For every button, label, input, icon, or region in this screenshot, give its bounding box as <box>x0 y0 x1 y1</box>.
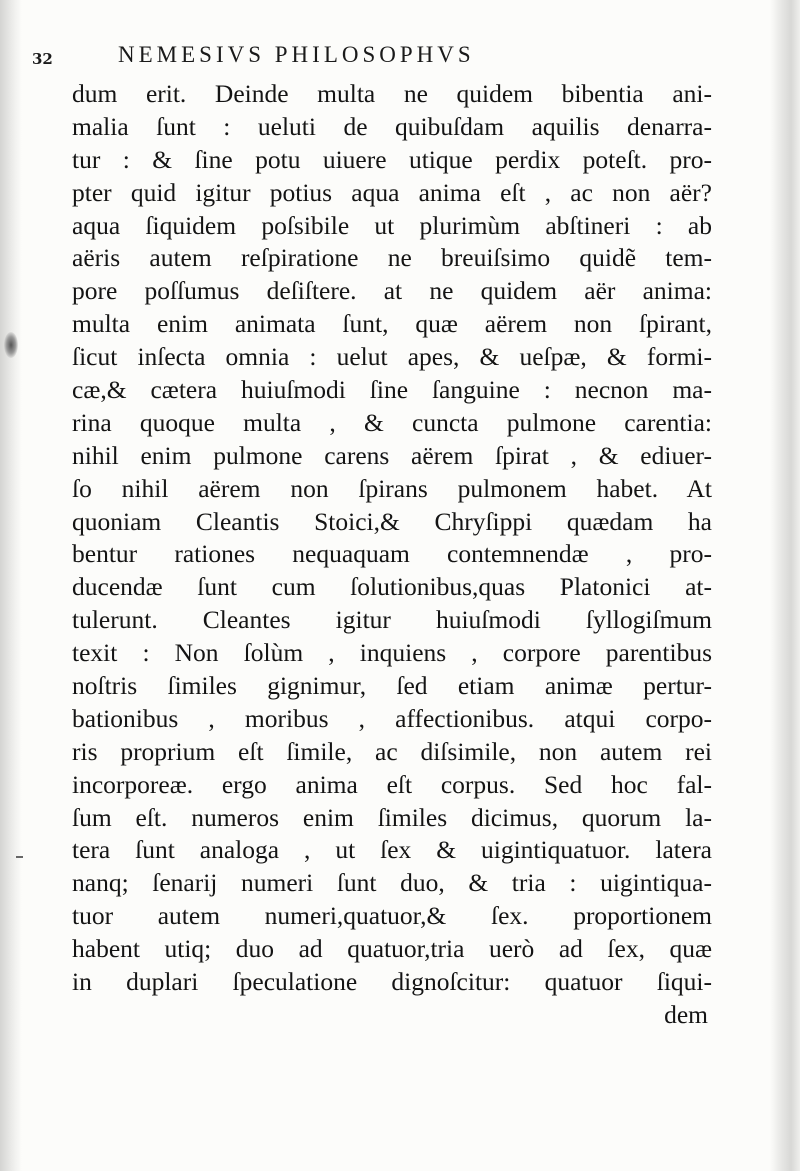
ink-blot-mark <box>4 332 18 358</box>
catchword: dem <box>664 999 708 1029</box>
text-line: habent utiq; duo ad quatuor,tria uerò ad ſex, quæ <box>72 934 712 964</box>
text-line: cæ,& cætera huiuſmodi ſine ſanguine : necnon ma- <box>72 375 712 405</box>
page-number: 32 <box>32 50 53 68</box>
text-line: ducendæ ſunt cum ſolutionibus,quas Platonici at- <box>72 572 712 602</box>
text-line: tera ſunt analoga , ut ſex & uigintiquatuor. latera <box>72 835 712 865</box>
margin-dash-mark <box>16 856 23 858</box>
text-line: nanq; ſenarij numeri ſunt duo, & tria : uigintiqua- <box>72 868 712 898</box>
text-line: bentur rationes nequaquam contemnendæ , pro- <box>72 539 712 569</box>
text-line: ſo nihil aërem non ſpirans pulmonem habet. At <box>72 473 712 503</box>
text-line: quoniam Cleantis Stoici,& Chryſippi quædam ha <box>72 506 712 536</box>
text-line: pore poſſumus deſiſtere. at ne quidem aër anima: <box>72 276 712 306</box>
text-line: tuor autem numeri,quatuor,& ſex. proportionem <box>72 901 712 931</box>
text-line: incorporeæ. ergo anima eſt corpus. Sed hoc fal- <box>72 769 712 799</box>
text-line: ſum eſt. numeros enim ſimiles dicimus, quorum la- <box>72 802 712 832</box>
text-line: rina quoque multa , & cuncta pulmone carentia: <box>72 407 712 437</box>
text-line: bationibus , moribus , affectionibus. atqui corpo- <box>72 703 712 733</box>
body-text <box>72 78 712 1032</box>
running-head: NEMESIVS PHILOSOPHVS <box>118 42 475 67</box>
text-line: multa enim animata ſunt, quæ aërem non ſpirant, <box>72 309 712 339</box>
text-line: nihil enim pulmone carens aërem ſpirat , & ediuer- <box>72 440 712 470</box>
text-line: malia ſunt : ueluti de quibuſdam aquilis denarra- <box>72 111 712 141</box>
text-line: tur : & ſine potu uiuere utique perdix poteſt. pro- <box>72 144 712 174</box>
page-edge-shadow <box>770 0 800 1171</box>
text-line: noſtris ſimiles gignimur, ſed etiam animæ pertur- <box>72 671 712 701</box>
text-line: ris proprium eſt ſimile, ac diſsimile, non autem rei <box>72 736 712 766</box>
text-line: aqua ſiquidem poſsibile ut plurimùm abſtineri : ab <box>72 210 712 240</box>
text-line: aëris autem reſpiratione ne breuiſsimo quidẽ tem- <box>72 243 712 273</box>
text-line: tulerunt. Cleantes igitur huiuſmodi ſyllogiſmum <box>72 605 712 635</box>
text-line: texit : Non ſolùm , inquiens , corpore parentibus <box>72 638 712 668</box>
text-line: in duplari ſpeculatione dignoſcitur: quatuor ſiqui- <box>72 967 712 997</box>
text-line: dum erit. Deinde multa ne quidem bibentia ani- <box>72 79 712 108</box>
gutter-shadow <box>0 0 22 1171</box>
text-line: ſicut inſecta omnia : uelut apes, & ueſpæ, & formi- <box>72 342 712 372</box>
text-line: pter quid igitur potius aqua anima eſt , ac non aër? <box>72 177 712 207</box>
